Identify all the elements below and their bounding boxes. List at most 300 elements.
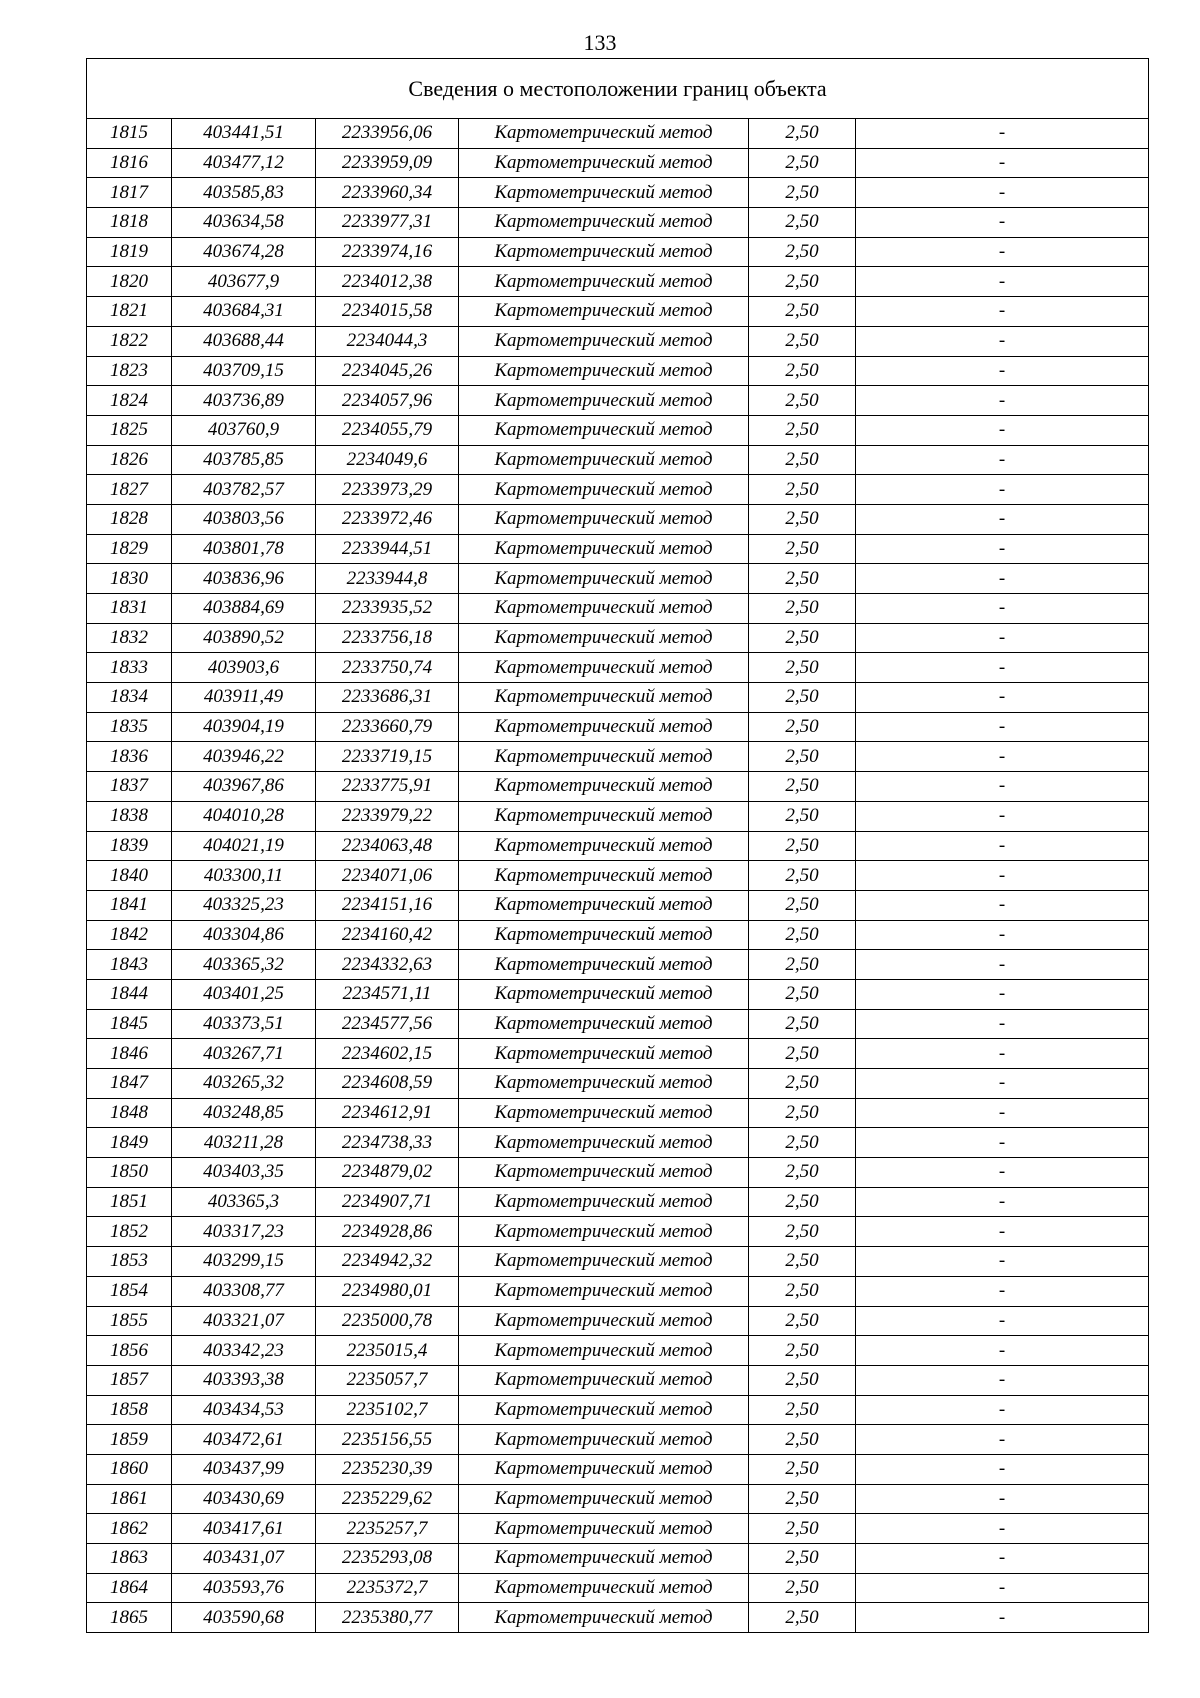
- description-cell: -: [856, 208, 1149, 238]
- method-cell: Картометрический метод: [459, 712, 749, 742]
- description-cell: -: [856, 356, 1149, 386]
- description-cell: -: [856, 1069, 1149, 1099]
- accuracy-cell: 2,50: [749, 920, 856, 950]
- y-coordinate-cell: 2235257,7: [316, 1514, 459, 1544]
- description-cell: -: [856, 178, 1149, 208]
- accuracy-cell: 2,50: [749, 208, 856, 238]
- accuracy-cell: 2,50: [749, 445, 856, 475]
- table-row: [87, 1395, 1149, 1425]
- description-cell: -: [856, 712, 1149, 742]
- table-row: [87, 653, 1149, 683]
- method-cell: Картометрический метод: [459, 1573, 749, 1603]
- method-cell: Картометрический метод: [459, 1603, 749, 1633]
- description-cell: -: [856, 1395, 1149, 1425]
- description-cell: -: [856, 1009, 1149, 1039]
- table-row: [87, 920, 1149, 950]
- accuracy-cell: 2,50: [749, 475, 856, 505]
- x-coordinate-cell: 403782,57: [172, 475, 316, 505]
- method-cell: Картометрический метод: [459, 534, 749, 564]
- table-row: [87, 712, 1149, 742]
- x-coordinate-cell: 403431,07: [172, 1544, 316, 1574]
- accuracy-cell: 2,50: [749, 623, 856, 653]
- table-row: [87, 1544, 1149, 1574]
- point-number-cell: 1856: [87, 1336, 172, 1366]
- point-number-cell: 1817: [87, 178, 172, 208]
- y-coordinate-cell: 2233750,74: [316, 653, 459, 683]
- table-row: [87, 831, 1149, 861]
- point-number-cell: 1827: [87, 475, 172, 505]
- point-number-cell: 1864: [87, 1573, 172, 1603]
- description-cell: -: [856, 950, 1149, 980]
- point-number-cell: 1823: [87, 356, 172, 386]
- method-cell: Картометрический метод: [459, 1365, 749, 1395]
- description-cell: -: [856, 534, 1149, 564]
- method-cell: Картометрический метод: [459, 1187, 749, 1217]
- description-cell: -: [856, 979, 1149, 1009]
- method-cell: Картометрический метод: [459, 979, 749, 1009]
- description-cell: -: [856, 148, 1149, 178]
- table-row: [87, 208, 1149, 238]
- accuracy-cell: 2,50: [749, 712, 856, 742]
- accuracy-cell: 2,50: [749, 386, 856, 416]
- description-cell: -: [856, 1454, 1149, 1484]
- accuracy-cell: 2,50: [749, 1247, 856, 1277]
- accuracy-cell: 2,50: [749, 1365, 856, 1395]
- accuracy-cell: 2,50: [749, 1603, 856, 1633]
- accuracy-cell: 2,50: [749, 861, 856, 891]
- point-number-cell: 1836: [87, 742, 172, 772]
- description-cell: -: [856, 415, 1149, 445]
- x-coordinate-cell: 403736,89: [172, 386, 316, 416]
- point-number-cell: 1833: [87, 653, 172, 683]
- x-coordinate-cell: 403325,23: [172, 890, 316, 920]
- method-cell: Картометрический метод: [459, 801, 749, 831]
- y-coordinate-cell: 2234608,59: [316, 1069, 459, 1099]
- y-coordinate-cell: 2233959,09: [316, 148, 459, 178]
- point-number-cell: 1820: [87, 267, 172, 297]
- x-coordinate-cell: 403903,6: [172, 653, 316, 683]
- method-cell: Картометрический метод: [459, 475, 749, 505]
- description-cell: -: [856, 1365, 1149, 1395]
- x-coordinate-cell: 403365,3: [172, 1187, 316, 1217]
- description-cell: -: [856, 1128, 1149, 1158]
- point-number-cell: 1849: [87, 1128, 172, 1158]
- x-coordinate-cell: 403441,51: [172, 119, 316, 149]
- method-cell: Картометрический метод: [459, 1276, 749, 1306]
- y-coordinate-cell: 2234015,58: [316, 297, 459, 327]
- method-cell: Картометрический метод: [459, 1098, 749, 1128]
- method-cell: Картометрический метод: [459, 1158, 749, 1188]
- accuracy-cell: 2,50: [749, 772, 856, 802]
- y-coordinate-cell: 2233973,29: [316, 475, 459, 505]
- table-row: [87, 979, 1149, 1009]
- point-number-cell: 1845: [87, 1009, 172, 1039]
- table-row: [87, 504, 1149, 534]
- table-row: [87, 890, 1149, 920]
- point-number-cell: 1835: [87, 712, 172, 742]
- description-cell: -: [856, 1217, 1149, 1247]
- table-row: [87, 1187, 1149, 1217]
- point-number-cell: 1854: [87, 1276, 172, 1306]
- accuracy-cell: 2,50: [749, 1098, 856, 1128]
- y-coordinate-cell: 2233960,34: [316, 178, 459, 208]
- y-coordinate-cell: 2235380,77: [316, 1603, 459, 1633]
- y-coordinate-cell: 2234151,16: [316, 890, 459, 920]
- table-row: [87, 1603, 1149, 1633]
- method-cell: Картометрический метод: [459, 1425, 749, 1455]
- point-number-cell: 1816: [87, 148, 172, 178]
- method-cell: Картометрический метод: [459, 445, 749, 475]
- accuracy-cell: 2,50: [749, 1128, 856, 1158]
- accuracy-cell: 2,50: [749, 326, 856, 356]
- table-row: [87, 1247, 1149, 1277]
- accuracy-cell: 2,50: [749, 267, 856, 297]
- table-row: [87, 326, 1149, 356]
- method-cell: Картометрический метод: [459, 1484, 749, 1514]
- table-row: [87, 237, 1149, 267]
- method-cell: Картометрический метод: [459, 1306, 749, 1336]
- x-coordinate-cell: 403785,85: [172, 445, 316, 475]
- point-number-cell: 1860: [87, 1454, 172, 1484]
- table-row: [87, 445, 1149, 475]
- table-row: [87, 475, 1149, 505]
- description-cell: -: [856, 742, 1149, 772]
- description-cell: -: [856, 237, 1149, 267]
- x-coordinate-cell: 403342,23: [172, 1336, 316, 1366]
- description-cell: -: [856, 1603, 1149, 1633]
- accuracy-cell: 2,50: [749, 1187, 856, 1217]
- table-row: [87, 1158, 1149, 1188]
- table-row: [87, 683, 1149, 713]
- table-row: [87, 148, 1149, 178]
- table-body: [87, 59, 1149, 1633]
- x-coordinate-cell: 403477,12: [172, 148, 316, 178]
- description-cell: -: [856, 594, 1149, 624]
- x-coordinate-cell: 403393,38: [172, 1365, 316, 1395]
- y-coordinate-cell: 2233956,06: [316, 119, 459, 149]
- y-coordinate-cell: 2233944,8: [316, 564, 459, 594]
- accuracy-cell: 2,50: [749, 1544, 856, 1574]
- table-row: [87, 1484, 1149, 1514]
- y-coordinate-cell: 2233974,16: [316, 237, 459, 267]
- table-row: [87, 1336, 1149, 1366]
- y-coordinate-cell: 2235000,78: [316, 1306, 459, 1336]
- accuracy-cell: 2,50: [749, 683, 856, 713]
- method-cell: Картометрический метод: [459, 920, 749, 950]
- table-row: [87, 1306, 1149, 1336]
- y-coordinate-cell: 2234577,56: [316, 1009, 459, 1039]
- method-cell: Картометрический метод: [459, 267, 749, 297]
- method-cell: Картометрический метод: [459, 742, 749, 772]
- description-cell: -: [856, 1514, 1149, 1544]
- method-cell: Картометрический метод: [459, 950, 749, 980]
- method-cell: Картометрический метод: [459, 594, 749, 624]
- table-row: [87, 386, 1149, 416]
- y-coordinate-cell: 2234602,15: [316, 1039, 459, 1069]
- x-coordinate-cell: 403677,9: [172, 267, 316, 297]
- method-cell: Картометрический метод: [459, 326, 749, 356]
- x-coordinate-cell: 404021,19: [172, 831, 316, 861]
- x-coordinate-cell: 403321,07: [172, 1306, 316, 1336]
- y-coordinate-cell: 2233977,31: [316, 208, 459, 238]
- x-coordinate-cell: 403801,78: [172, 534, 316, 564]
- method-cell: Картометрический метод: [459, 1009, 749, 1039]
- point-number-cell: 1851: [87, 1187, 172, 1217]
- point-number-cell: 1832: [87, 623, 172, 653]
- x-coordinate-cell: 403946,22: [172, 742, 316, 772]
- table-row: [87, 1039, 1149, 1069]
- accuracy-cell: 2,50: [749, 1009, 856, 1039]
- y-coordinate-cell: 2235230,39: [316, 1454, 459, 1484]
- description-cell: -: [856, 1544, 1149, 1574]
- table-row: [87, 267, 1149, 297]
- description-cell: -: [856, 1484, 1149, 1514]
- method-cell: Картометрический метод: [459, 178, 749, 208]
- y-coordinate-cell: 2234012,38: [316, 267, 459, 297]
- accuracy-cell: 2,50: [749, 564, 856, 594]
- point-number-cell: 1842: [87, 920, 172, 950]
- accuracy-cell: 2,50: [749, 1276, 856, 1306]
- x-coordinate-cell: 403803,56: [172, 504, 316, 534]
- x-coordinate-cell: 403684,31: [172, 297, 316, 327]
- description-cell: -: [856, 1336, 1149, 1366]
- description-cell: -: [856, 475, 1149, 505]
- table-row: [87, 1128, 1149, 1158]
- accuracy-cell: 2,50: [749, 653, 856, 683]
- x-coordinate-cell: 403890,52: [172, 623, 316, 653]
- y-coordinate-cell: 2234049,6: [316, 445, 459, 475]
- point-number-cell: 1852: [87, 1217, 172, 1247]
- method-cell: Картометрический метод: [459, 356, 749, 386]
- x-coordinate-cell: 403911,49: [172, 683, 316, 713]
- x-coordinate-cell: 404010,28: [172, 801, 316, 831]
- y-coordinate-cell: 2235102,7: [316, 1395, 459, 1425]
- table-row: [87, 1365, 1149, 1395]
- point-number-cell: 1862: [87, 1514, 172, 1544]
- accuracy-cell: 2,50: [749, 594, 856, 624]
- method-cell: Картометрический метод: [459, 148, 749, 178]
- method-cell: Картометрический метод: [459, 653, 749, 683]
- boundary-table: [86, 58, 1149, 1633]
- method-cell: Картометрический метод: [459, 386, 749, 416]
- y-coordinate-cell: 2235015,4: [316, 1336, 459, 1366]
- accuracy-cell: 2,50: [749, 1573, 856, 1603]
- x-coordinate-cell: 403437,99: [172, 1454, 316, 1484]
- y-coordinate-cell: 2234907,71: [316, 1187, 459, 1217]
- table-row: [87, 1573, 1149, 1603]
- accuracy-cell: 2,50: [749, 1484, 856, 1514]
- method-cell: Картометрический метод: [459, 415, 749, 445]
- accuracy-cell: 2,50: [749, 742, 856, 772]
- accuracy-cell: 2,50: [749, 1336, 856, 1366]
- y-coordinate-cell: 2234612,91: [316, 1098, 459, 1128]
- description-cell: -: [856, 861, 1149, 891]
- method-cell: Картометрический метод: [459, 1395, 749, 1425]
- accuracy-cell: 2,50: [749, 1425, 856, 1455]
- x-coordinate-cell: 403317,23: [172, 1217, 316, 1247]
- y-coordinate-cell: 2234055,79: [316, 415, 459, 445]
- table-row: [87, 801, 1149, 831]
- x-coordinate-cell: 403248,85: [172, 1098, 316, 1128]
- y-coordinate-cell: 2234571,11: [316, 979, 459, 1009]
- y-coordinate-cell: 2235229,62: [316, 1484, 459, 1514]
- description-cell: -: [856, 831, 1149, 861]
- table-row: [87, 534, 1149, 564]
- method-cell: Картометрический метод: [459, 119, 749, 149]
- point-number-cell: 1841: [87, 890, 172, 920]
- description-cell: -: [856, 1306, 1149, 1336]
- accuracy-cell: 2,50: [749, 1514, 856, 1544]
- description-cell: -: [856, 920, 1149, 950]
- table-row: [87, 564, 1149, 594]
- x-coordinate-cell: 403634,58: [172, 208, 316, 238]
- description-cell: -: [856, 1187, 1149, 1217]
- point-number-cell: 1825: [87, 415, 172, 445]
- point-number-cell: 1853: [87, 1247, 172, 1277]
- point-number-cell: 1834: [87, 683, 172, 713]
- y-coordinate-cell: 2235372,7: [316, 1573, 459, 1603]
- x-coordinate-cell: 403434,53: [172, 1395, 316, 1425]
- point-number-cell: 1822: [87, 326, 172, 356]
- table-row: [87, 1009, 1149, 1039]
- y-coordinate-cell: 2233719,15: [316, 742, 459, 772]
- accuracy-cell: 2,50: [749, 534, 856, 564]
- table-row: [87, 1276, 1149, 1306]
- point-number-cell: 1831: [87, 594, 172, 624]
- accuracy-cell: 2,50: [749, 831, 856, 861]
- table-row: [87, 297, 1149, 327]
- x-coordinate-cell: 403430,69: [172, 1484, 316, 1514]
- table-row: [87, 1514, 1149, 1544]
- method-cell: Картометрический метод: [459, 623, 749, 653]
- table-caption-row: [87, 59, 1149, 119]
- x-coordinate-cell: 403593,76: [172, 1573, 316, 1603]
- y-coordinate-cell: 2234063,48: [316, 831, 459, 861]
- x-coordinate-cell: 403403,35: [172, 1158, 316, 1188]
- y-coordinate-cell: 2234942,32: [316, 1247, 459, 1277]
- description-cell: -: [856, 1247, 1149, 1277]
- y-coordinate-cell: 2234980,01: [316, 1276, 459, 1306]
- y-coordinate-cell: 2235057,7: [316, 1365, 459, 1395]
- accuracy-cell: 2,50: [749, 148, 856, 178]
- method-cell: Картометрический метод: [459, 504, 749, 534]
- x-coordinate-cell: 403709,15: [172, 356, 316, 386]
- table-row: [87, 1454, 1149, 1484]
- table-row: [87, 623, 1149, 653]
- table-row: [87, 1069, 1149, 1099]
- method-cell: Картометрический метод: [459, 1544, 749, 1574]
- accuracy-cell: 2,50: [749, 1069, 856, 1099]
- accuracy-cell: 2,50: [749, 356, 856, 386]
- accuracy-cell: 2,50: [749, 890, 856, 920]
- point-number-cell: 1847: [87, 1069, 172, 1099]
- description-cell: -: [856, 683, 1149, 713]
- description-cell: -: [856, 504, 1149, 534]
- y-coordinate-cell: 2234738,33: [316, 1128, 459, 1158]
- y-coordinate-cell: 2234928,86: [316, 1217, 459, 1247]
- x-coordinate-cell: 403365,32: [172, 950, 316, 980]
- accuracy-cell: 2,50: [749, 178, 856, 208]
- accuracy-cell: 2,50: [749, 1158, 856, 1188]
- table-row: [87, 415, 1149, 445]
- point-number-cell: 1840: [87, 861, 172, 891]
- point-number-cell: 1821: [87, 297, 172, 327]
- method-cell: Картометрический метод: [459, 831, 749, 861]
- y-coordinate-cell: 2233935,52: [316, 594, 459, 624]
- y-coordinate-cell: 2234879,02: [316, 1158, 459, 1188]
- method-cell: Картометрический метод: [459, 1069, 749, 1099]
- accuracy-cell: 2,50: [749, 504, 856, 534]
- accuracy-cell: 2,50: [749, 1217, 856, 1247]
- point-number-cell: 1846: [87, 1039, 172, 1069]
- y-coordinate-cell: 2234160,42: [316, 920, 459, 950]
- x-coordinate-cell: 403836,96: [172, 564, 316, 594]
- point-number-cell: 1861: [87, 1484, 172, 1514]
- y-coordinate-cell: 2234057,96: [316, 386, 459, 416]
- x-coordinate-cell: 403904,19: [172, 712, 316, 742]
- point-number-cell: 1837: [87, 772, 172, 802]
- x-coordinate-cell: 403299,15: [172, 1247, 316, 1277]
- method-cell: Картометрический метод: [459, 1128, 749, 1158]
- method-cell: Картометрический метод: [459, 861, 749, 891]
- point-number-cell: 1857: [87, 1365, 172, 1395]
- table-row: [87, 772, 1149, 802]
- table-row: [87, 950, 1149, 980]
- x-coordinate-cell: 403417,61: [172, 1514, 316, 1544]
- point-number-cell: 1819: [87, 237, 172, 267]
- description-cell: -: [856, 653, 1149, 683]
- point-number-cell: 1863: [87, 1544, 172, 1574]
- x-coordinate-cell: 403472,61: [172, 1425, 316, 1455]
- x-coordinate-cell: 403688,44: [172, 326, 316, 356]
- y-coordinate-cell: 2233944,51: [316, 534, 459, 564]
- accuracy-cell: 2,50: [749, 1306, 856, 1336]
- y-coordinate-cell: 2233979,22: [316, 801, 459, 831]
- y-coordinate-cell: 2234071,06: [316, 861, 459, 891]
- accuracy-cell: 2,50: [749, 1454, 856, 1484]
- point-number-cell: 1848: [87, 1098, 172, 1128]
- point-number-cell: 1824: [87, 386, 172, 416]
- y-coordinate-cell: 2235156,55: [316, 1425, 459, 1455]
- x-coordinate-cell: 403585,83: [172, 178, 316, 208]
- method-cell: Картометрический метод: [459, 237, 749, 267]
- method-cell: Картометрический метод: [459, 683, 749, 713]
- method-cell: Картометрический метод: [459, 1039, 749, 1069]
- accuracy-cell: 2,50: [749, 979, 856, 1009]
- table-row: [87, 178, 1149, 208]
- method-cell: Картометрический метод: [459, 890, 749, 920]
- y-coordinate-cell: 2234044,3: [316, 326, 459, 356]
- method-cell: Картометрический метод: [459, 564, 749, 594]
- y-coordinate-cell: 2233775,91: [316, 772, 459, 802]
- description-cell: -: [856, 772, 1149, 802]
- accuracy-cell: 2,50: [749, 1039, 856, 1069]
- x-coordinate-cell: 403265,32: [172, 1069, 316, 1099]
- accuracy-cell: 2,50: [749, 1395, 856, 1425]
- table-row: [87, 1425, 1149, 1455]
- description-cell: -: [856, 890, 1149, 920]
- point-number-cell: 1843: [87, 950, 172, 980]
- method-cell: Картометрический метод: [459, 1454, 749, 1484]
- page-number: 133: [583, 30, 617, 55]
- method-cell: Картометрический метод: [459, 297, 749, 327]
- x-coordinate-cell: 403884,69: [172, 594, 316, 624]
- x-coordinate-cell: 403760,9: [172, 415, 316, 445]
- table-row: [87, 1217, 1149, 1247]
- accuracy-cell: 2,50: [749, 297, 856, 327]
- table-row: [87, 742, 1149, 772]
- method-cell: Картометрический метод: [459, 208, 749, 238]
